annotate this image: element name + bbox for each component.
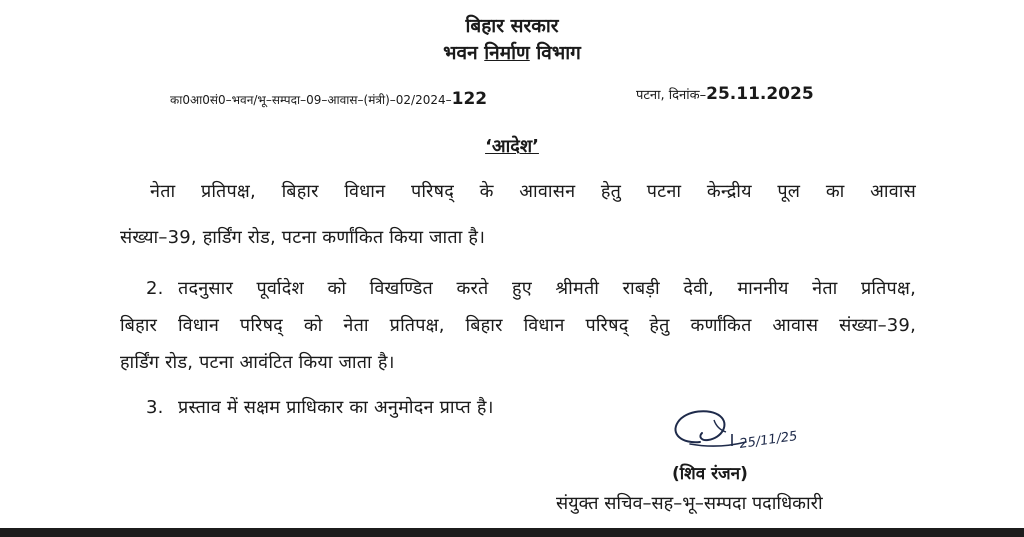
signatory-designation: संयुक्त सचिव–सह–भू–सम्पदा पदाधिकारी — [556, 493, 823, 514]
bottom-border-bar — [0, 528, 1024, 537]
department-heading — [0, 39, 1024, 65]
order-date — [636, 84, 814, 104]
paragraph-2-line-2: बिहार विधान परिषद् को नेता प्रतिपक्ष, बिहार विधान परिषद् हेतु कर्णांकित आवास संख्या–39, — [120, 315, 916, 336]
government-heading: बिहार सरकार — [465, 15, 559, 37]
department-suffix: विभाग — [536, 42, 581, 64]
paragraph-2-line-1-text: तदनुसार पूर्वादेश को विखण्डित करते हुए श्रीमती राबड़ी देवी, माननीय नेता प्रतिपक्ष, — [178, 278, 916, 299]
reference-number — [170, 89, 487, 109]
department-prefix: भवन — [443, 42, 478, 64]
paragraph-3-text: प्रस्ताव में सक्षम प्राधिकार का अनुमोदन प्राप्त है। — [178, 397, 494, 418]
paragraph-1-line-2: संख्या–39, हार्डिंग रोड, पटना कर्णांकित किया जाता है। — [120, 227, 486, 248]
date-label: पटना, दिनांक– — [636, 88, 707, 103]
signature-date: 25/11/25 — [738, 428, 799, 452]
reference-serial: 122 — [451, 89, 488, 109]
paragraph-2-number: 2. — [146, 278, 164, 299]
paragraph-2-line-1 — [146, 276, 916, 300]
department-underlined-word: निर्माण — [484, 42, 530, 64]
paragraph-3 — [146, 395, 494, 419]
handwritten-signature — [662, 404, 812, 466]
paragraph-1-line-1: नेता प्रतिपक्ष, बिहार विधान परिषद् के आवासन हेतु पटना केन्द्रीय पूल का आवास — [150, 181, 916, 202]
paragraph-3-number: 3. — [146, 397, 164, 418]
reference-prefix: का0आ0सं0–भवन/भू–सम्पदा–09–आवास–(मंत्री)–02/2024– — [170, 93, 452, 107]
order-title: ‘आदेश’ — [485, 136, 539, 157]
date-value: 25.11.2025 — [706, 84, 814, 104]
paragraph-2-line-3: हार्डिंग रोड, पटना आवंटित किया जाता है। — [120, 352, 395, 373]
signatory-name: (शिव रंजन) — [672, 464, 748, 484]
